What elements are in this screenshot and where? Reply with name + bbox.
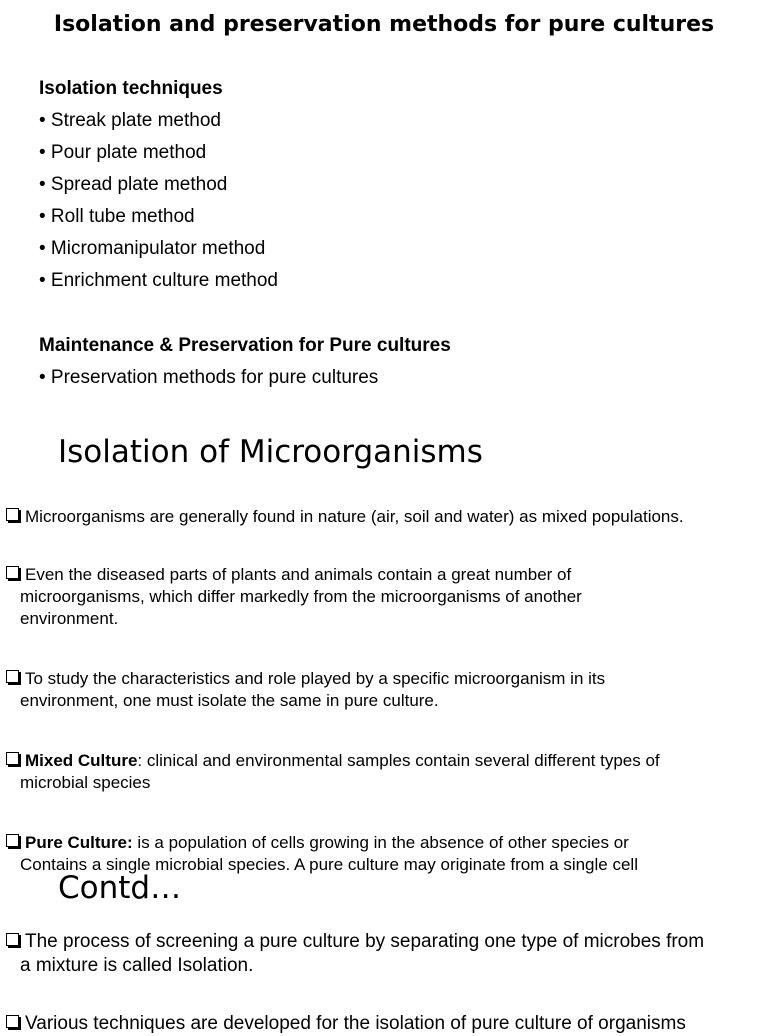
bullet-paragraph: Microorganisms are generally found in nature (air, soil and water) as mixed populations. — [6, 506, 768, 528]
list-item: • Pour plate method — [39, 142, 207, 163]
list-item: • Spread plate method — [39, 174, 228, 195]
bullet-paragraph: To study the characteristics and role played by a specific microorganism in its environment, one must isolate the same in pure culture. — [6, 668, 768, 712]
checkbox-bullet-icon — [6, 566, 19, 579]
checkbox-bullet-icon — [6, 752, 19, 765]
checkbox-bullet-icon — [6, 670, 19, 683]
bullet-paragraph: The process of screening a pure culture by separating one type of microbes from a mixture is called Isolation. — [6, 930, 768, 978]
slide-overview — [0, 0, 768, 420]
isolation-techniques-section — [39, 73, 278, 297]
checkbox-bullet-icon — [6, 508, 19, 521]
bullet-paragraph: Mixed Culture: clinical and environmental samples contain several different types of microbial species — [6, 750, 768, 794]
checkbox-bullet-icon — [6, 933, 19, 946]
checkbox-bullet-icon — [6, 834, 19, 847]
list-item: • Preservation methods for pure cultures — [39, 367, 379, 388]
slide-isolation — [0, 420, 768, 874]
bullet-paragraph: Various techniques are developed for the isolation of pure culture of organisms — [6, 1012, 768, 1036]
slide-title: Contd… — [58, 870, 182, 906]
slide-contd — [0, 864, 768, 1034]
section-heading: Maintenance & Preservation for Pure cultures — [39, 335, 451, 356]
maintenance-section — [39, 330, 451, 394]
section-heading: Isolation techniques — [39, 78, 223, 99]
list-item: • Roll tube method — [39, 206, 195, 227]
slide-title: Isolation of Microorganisms — [58, 434, 483, 470]
list-item: • Micromanipulator method — [39, 238, 266, 259]
checkbox-bullet-icon — [6, 1015, 19, 1028]
list-item: • Enrichment culture method — [39, 270, 278, 291]
bullet-paragraph: Even the diseased parts of plants and animals contain a great number of microorganisms, which differ markedly from the microorganisms of another environment. — [6, 564, 768, 630]
list-item: • Streak plate method — [39, 110, 221, 131]
slide-title: Isolation and preservation methods for pure cultures — [53, 12, 715, 37]
bullet-paragraph: Pure Culture: is a population of cells growing in the absence of other species or Contains a single microbial species. A pure culture may originate from a single cell — [6, 832, 768, 876]
